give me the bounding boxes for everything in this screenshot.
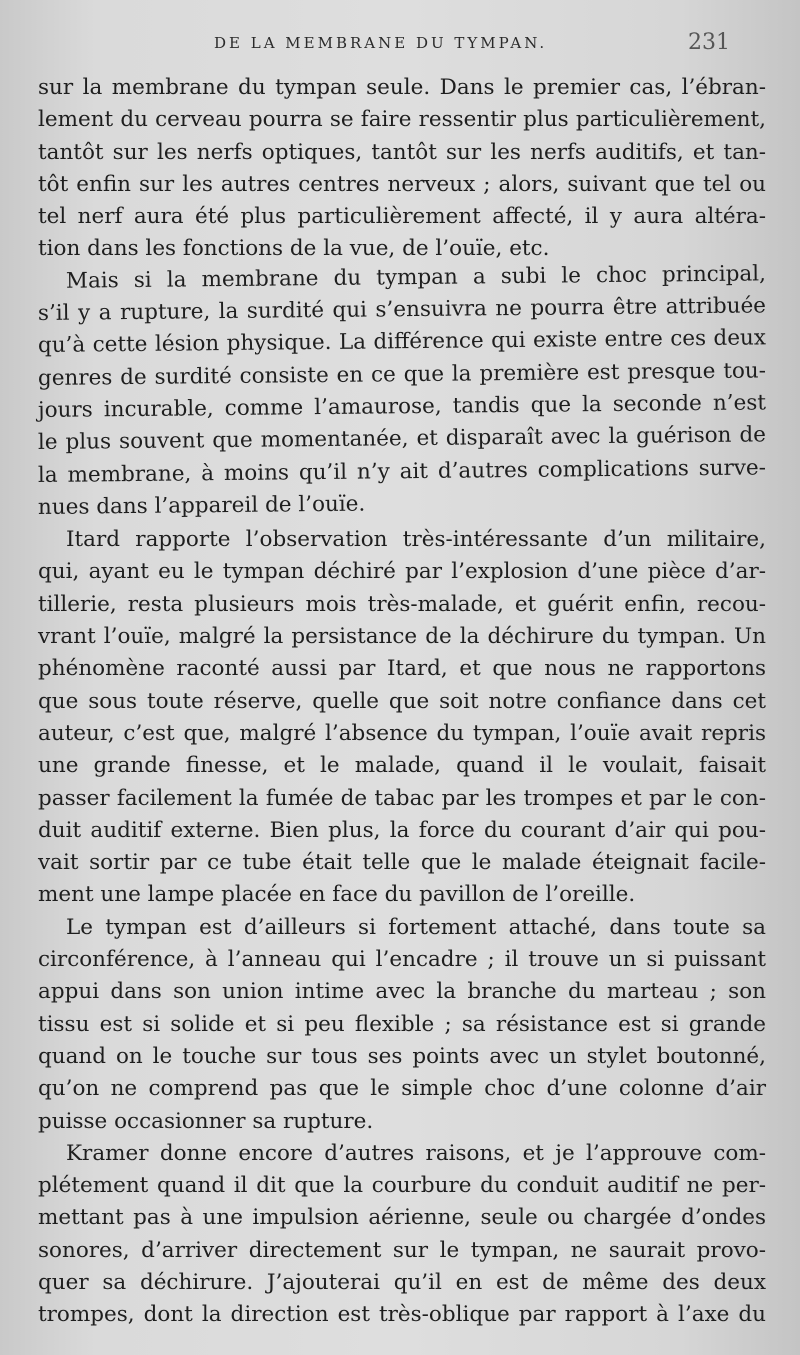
- text-line: qu’on ne comprend pas que le simple choc d’une colonne d’air: [38, 1076, 766, 1102]
- text-line: lement du cerveau pourra se faire ressentir plus particulièrement,: [38, 107, 766, 133]
- text-line: qui, ayant eu le tympan déchiré par l’explosion d’une pièce d’ar-: [38, 559, 766, 585]
- text-line: puisse occasionner sa rupture.: [38, 1108, 374, 1134]
- text-line: tôt enfin sur les autres centres nerveux ; alors, suivant que tel ou: [38, 171, 766, 197]
- text-line: trompes, dont la direction est très-oblique par rapport à l’axe du: [38, 1302, 766, 1328]
- text-line: qu’à cette lésion physique. La différence qui existe entre ces deux: [37, 325, 767, 359]
- text-line: une grande finesse, et le malade, quand il le voulait, faisait: [38, 753, 766, 779]
- text-line: auteur, c’est que, malgré l’absence du tympan, l’ouïe avait repris: [38, 720, 766, 746]
- paragraph: [37, 261, 767, 524]
- text-line: circonférence, à l’anneau qui l’encadre ; il trouve un si puissant: [38, 947, 766, 973]
- text-line: vait sortir par ce tube était telle que le malade éteignait facile-: [38, 850, 766, 876]
- paragraph: [38, 912, 766, 1138]
- text-line: jours incurable, comme l’amaurose, tandis que la seconde n’est: [37, 390, 767, 423]
- text-line: Kramer donne encore d’autres raisons, et je l’approuve com-: [66, 1140, 766, 1166]
- text-line: sur la membrane du tympan seule. Dans le premier cas, l’ébran-: [38, 75, 766, 100]
- text-line: appui dans son union intime avec la branche du marteau ; son: [38, 979, 766, 1005]
- text-line: plétement quand il dit que la courbure du conduit auditif ne per-: [38, 1173, 766, 1199]
- text-line: mettant pas à une impulsion aérienne, seule ou chargée d’ondes: [38, 1205, 766, 1231]
- text-line: quand on le touche sur tous ses points avec un stylet boutonné,: [38, 1043, 766, 1069]
- text-line: phénomène raconté aussi par Itard, et que nous ne rapportons: [38, 656, 766, 682]
- text-line: ment une lampe placée en face du pavillon de l’oreille.: [38, 882, 636, 908]
- text-line: duit auditif externe. Bien plus, la force du courant d’air qui pou-: [38, 817, 766, 843]
- body-text: [38, 72, 766, 1332]
- text-line: s’il y a rupture, la surdité qui s’ensuivra ne pourra être attribuée: [37, 293, 767, 327]
- text-line: Itard rapporte l’observation très-intéressante d’un militaire,: [66, 527, 766, 553]
- text-line: tel nerf aura été plus particulièrement affecté, il y aura altéra-: [38, 204, 766, 230]
- text-line: tillerie, resta plusieurs mois très-malade, et guérit enfin, recou-: [38, 591, 766, 617]
- page-header: [0, 30, 800, 62]
- paragraph: [38, 72, 766, 266]
- text-line: nues dans l’appareil de l’ouïe.: [37, 491, 366, 520]
- text-line: le plus souvent que momentanée, et disparaît avec la guérison de: [37, 422, 767, 456]
- paragraph: [38, 1138, 766, 1332]
- text-line: sonores, d’arriver directement sur le tympan, ne saurait provo-: [38, 1237, 766, 1263]
- text-line: vrant l’ouïe, malgré la persistance de la déchirure du tympan. Un: [38, 624, 766, 650]
- text-line: la membrane, à moins qu’il n’y ait d’autres complications surve-: [37, 454, 767, 488]
- running-title: DE LA MEMBRANE DU TYMPAN.: [214, 34, 548, 52]
- paragraph: [38, 524, 766, 912]
- text-line: genres de surdité consiste en ce que la première est presque tou-: [37, 358, 767, 391]
- text-line: Mais si la membrane du tympan a subi le choc principal,: [65, 261, 767, 294]
- text-line: Le tympan est d’ailleurs si fortement attaché, dans toute sa: [66, 914, 766, 940]
- text-line: que sous toute réserve, quelle que soit notre confiance dans cet: [38, 688, 766, 714]
- text-line: passer facilement la fumée de tabac par les trompes et par le con-: [38, 785, 766, 811]
- text-line: tantôt sur les nerfs optiques, tantôt sur les nerfs auditifs, et tan-: [38, 139, 766, 165]
- text-line: tion dans les fonctions de la vue, de l’ouïe, etc.: [38, 236, 550, 262]
- text-line: tissu est si solide et si peu flexible ; sa résistance est si grande: [38, 1011, 766, 1037]
- text-line: quer sa déchirure. J’ajouterai qu’il en est de même des deux: [38, 1269, 766, 1295]
- page-number: 231: [688, 30, 730, 55]
